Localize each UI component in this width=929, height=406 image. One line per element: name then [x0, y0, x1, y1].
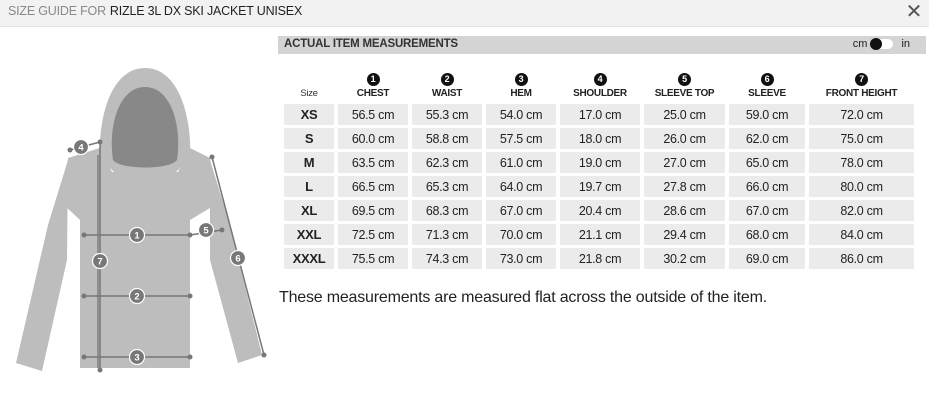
- toggle-knob-icon: [870, 38, 882, 50]
- table-cell: 70.0 cm: [486, 224, 556, 245]
- table-cell: 17.0 cm: [560, 104, 640, 125]
- table-cell: 69.0 cm: [729, 248, 805, 269]
- table-cell: 61.0 cm: [486, 152, 556, 173]
- left-sleeve: [16, 160, 68, 371]
- col-label: FRONT HEIGHT: [825, 88, 898, 99]
- table-row: [284, 128, 914, 149]
- measurements-title: ACTUAL ITEM MEASUREMENTS: [284, 38, 458, 50]
- table-cell: 56.5 cm: [338, 104, 408, 125]
- unit-in-label[interactable]: in: [901, 38, 910, 50]
- col-shoulder: [560, 73, 640, 101]
- table-cell: 68.3 cm: [412, 200, 482, 221]
- table-cell: 67.0 cm: [729, 200, 805, 221]
- table-cell: 71.3 cm: [412, 224, 482, 245]
- table-cell: 74.3 cm: [412, 248, 482, 269]
- table-cell: 25.0 cm: [644, 104, 725, 125]
- table-cell: 57.5 cm: [486, 128, 556, 149]
- table-cell: 66.0 cm: [729, 176, 805, 197]
- table-cell: 64.0 cm: [486, 176, 556, 197]
- number-1-icon: 1: [367, 73, 380, 86]
- close-icon[interactable]: ✕: [905, 1, 923, 23]
- table-cell: 72.5 cm: [338, 224, 408, 245]
- col-hem: [486, 73, 556, 101]
- unit-switch[interactable]: [871, 39, 893, 49]
- size-cell: XL: [284, 200, 334, 221]
- table-cell: 59.0 cm: [729, 104, 805, 125]
- table-cell: 29.4 cm: [644, 224, 725, 245]
- size-column-header: Size: [300, 88, 318, 99]
- svg-text:2: 2: [134, 291, 140, 303]
- col-label: WAIST: [431, 88, 463, 99]
- col-label: SLEEVE: [748, 88, 786, 99]
- table-cell: 73.0 cm: [486, 248, 556, 269]
- table-row: [284, 152, 914, 173]
- table-cell: 75.0 cm: [809, 128, 914, 149]
- table-cell: 84.0 cm: [809, 224, 914, 245]
- size-cell: XS: [284, 104, 334, 125]
- table-cell: 19.7 cm: [560, 176, 640, 197]
- marker-5-icon: [199, 223, 214, 238]
- col-label: SHOULDER: [573, 88, 627, 99]
- col-chest: [338, 73, 408, 101]
- table-cell: 28.6 cm: [644, 200, 725, 221]
- table-cell: 21.8 cm: [560, 248, 640, 269]
- title-prefix: SIZE GUIDE FOR: [8, 4, 106, 18]
- size-table: [280, 70, 918, 272]
- measurements-header: [278, 36, 926, 54]
- svg-text:6: 6: [235, 253, 241, 265]
- marker-1-icon: [130, 228, 145, 243]
- col-label: SLEEVE TOP: [654, 88, 715, 99]
- size-cell: XXXL: [284, 248, 334, 269]
- table-cell: 60.0 cm: [338, 128, 408, 149]
- size-cell: M: [284, 152, 334, 173]
- table-cell: 62.3 cm: [412, 152, 482, 173]
- table-header-row: [284, 73, 914, 101]
- table-cell: 21.1 cm: [560, 224, 640, 245]
- table-cell: 75.5 cm: [338, 248, 408, 269]
- svg-text:1: 1: [134, 230, 140, 242]
- table-cell: 68.0 cm: [729, 224, 805, 245]
- col-front-height: [809, 73, 914, 101]
- table-cell: 30.2 cm: [644, 248, 725, 269]
- table-cell: 63.5 cm: [338, 152, 408, 173]
- measurement-note: These measurements are measured flat across the outside of the item.: [279, 289, 767, 306]
- table-cell: 18.0 cm: [560, 128, 640, 149]
- number-7-icon: 7: [855, 73, 868, 86]
- svg-text:5: 5: [203, 225, 209, 237]
- number-5-icon: 5: [678, 73, 691, 86]
- marker-6-icon: [231, 251, 246, 266]
- table-cell: 66.5 cm: [338, 176, 408, 197]
- table-row: [284, 176, 914, 197]
- table-cell: 67.0 cm: [486, 200, 556, 221]
- table-cell: 19.0 cm: [560, 152, 640, 173]
- table-row: [284, 224, 914, 245]
- number-3-icon: 3: [515, 73, 528, 86]
- col-sleeve-top: [644, 73, 725, 101]
- table-cell: 54.0 cm: [486, 104, 556, 125]
- marker-4-icon: [74, 140, 89, 155]
- marker-2-icon: [130, 289, 145, 304]
- jacket-diagram: [0, 30, 275, 401]
- number-6-icon: 6: [761, 73, 774, 86]
- size-cell: L: [284, 176, 334, 197]
- table-cell: 72.0 cm: [809, 104, 914, 125]
- table-cell: 20.4 cm: [560, 200, 640, 221]
- table-cell: 26.0 cm: [644, 128, 725, 149]
- table-cell: 80.0 cm: [809, 176, 914, 197]
- number-4-icon: 4: [594, 73, 607, 86]
- table-row: [284, 104, 914, 125]
- product-name: RIZLE 3L DX SKI JACKET UNISEX: [109, 4, 303, 18]
- size-cell: XXL: [284, 224, 334, 245]
- number-2-icon: 2: [441, 73, 454, 86]
- col-label: CHEST: [356, 88, 390, 99]
- dialog-header: [0, 0, 929, 27]
- table-cell: 55.3 cm: [412, 104, 482, 125]
- size-cell: S: [284, 128, 334, 149]
- table-cell: 82.0 cm: [809, 200, 914, 221]
- jacket-body: [64, 148, 215, 368]
- table-cell: 65.3 cm: [412, 176, 482, 197]
- table-cell: 58.8 cm: [412, 128, 482, 149]
- table-cell: 27.8 cm: [644, 176, 725, 197]
- marker-7-icon: [93, 254, 108, 269]
- table-cell: 86.0 cm: [809, 248, 914, 269]
- unit-toggle[interactable]: [853, 38, 910, 50]
- marker-3-icon: [130, 350, 145, 365]
- table-cell: 27.0 cm: [644, 152, 725, 173]
- col-sleeve: [729, 73, 805, 101]
- svg-text:3: 3: [134, 352, 140, 364]
- unit-cm-label[interactable]: cm: [852, 38, 868, 50]
- dialog-title: [8, 4, 302, 18]
- table-cell: 78.0 cm: [809, 152, 914, 173]
- svg-text:4: 4: [78, 142, 84, 154]
- table-cell: 69.5 cm: [338, 200, 408, 221]
- table-cell: 65.0 cm: [729, 152, 805, 173]
- col-waist: [412, 73, 482, 101]
- table-cell: 62.0 cm: [729, 128, 805, 149]
- svg-text:7: 7: [97, 256, 103, 268]
- table-row: [284, 248, 914, 269]
- jacket-illustration: [0, 30, 275, 401]
- table-row: [284, 200, 914, 221]
- col-label: HEM: [510, 88, 532, 99]
